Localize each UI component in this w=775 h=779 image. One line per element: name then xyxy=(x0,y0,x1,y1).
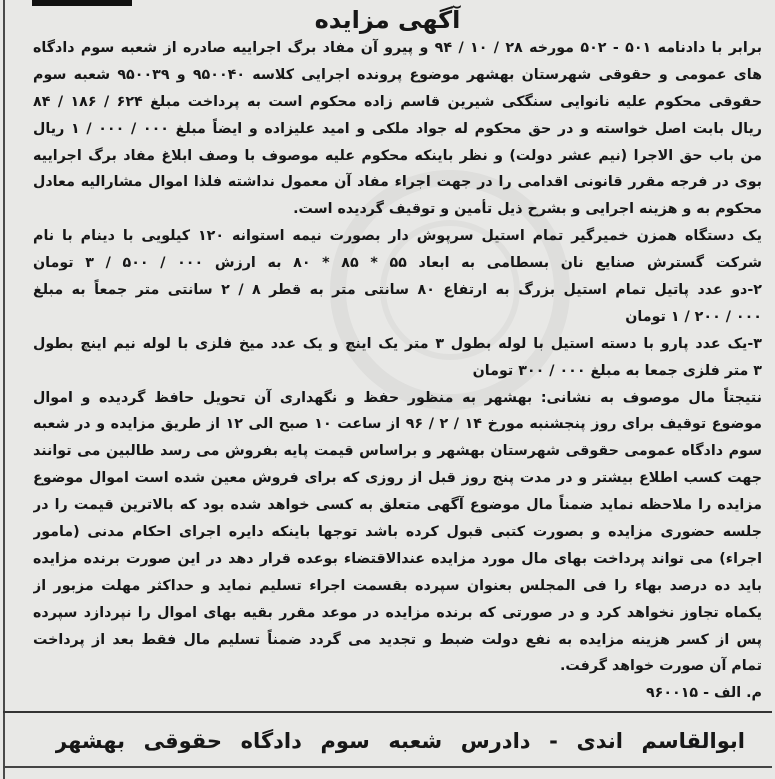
signature: ابوالقاسم اندی - دادرس شعبه سوم دادگاه حقوقی بهشهر xyxy=(55,729,745,753)
condition-line: اجراء) می تواند پرداخت بهای مال مورد مزایده عندالاقتضاء بوعده قرار دهد در این صورت برنده مزایده xyxy=(33,550,762,567)
item-line: ۲-دو عدد پاتیل تمام استیل بزرگ به ارتفاع ۸۰ سانتی متر به قطر ۸ / ۲ سانتی متر جمعاً به مبلغ xyxy=(33,282,762,299)
item-line: ۳-یک عدد پارو با دسته استیل با لوله بطول ۳ متر یک اینچ و یک عدد میخ فلزی با لوله نیم اینچ بطول xyxy=(33,335,762,352)
item-line: ۰۰۰ / ۲۰۰ / ۱ تومان xyxy=(625,308,762,325)
condition-line: سوم دادگاه عمومی حقوقی شهرستان بهشهر و براساس قیمت پایه بفروش می رسد طالبین می توانند xyxy=(33,443,762,460)
intro-line: های عمومی و حقوقی شهرستان بهشهر موضوع پرونده اجرایی کلاسه ۹۵۰۰۴۰ و ۹۵۰۰۳۹ شعبه سوم xyxy=(33,66,762,83)
condition-line: موضوع توقیف برای روز پنجشنبه مورخ ۱۴ / ۲ / ۹۶ از ساعت ۱۰ صبح الی ۱۲ از طریق مزایده و در شعبه xyxy=(33,416,762,433)
reference-number: م. الف - ۹۶۰۰۱۵ xyxy=(645,685,762,702)
item-line: یک دستگاه همزن خمیرگیر تمام استیل سرپوش دار بصورت نیمه استوانه ۱۲۰ کیلویی با دینام با نام xyxy=(33,228,762,245)
left-border-rule xyxy=(3,0,5,779)
intro-line: برابر با دادنامه ۵۰۱ - ۵۰۲ مورخه ۲۸ / ۱۰ / ۹۴ و پیرو آن مفاد برگ اجراییه صادره از شعبه سوم دادگاه xyxy=(33,40,762,56)
condition-line: پس از کسر هزینه مزایده به نفع دولت ضبط و تجدید می گردد ضمناً تسلیم مال فقط بعد از پرداخت xyxy=(33,631,762,648)
condition-line: تمام آن صورت خواهد گرفت. xyxy=(560,658,762,675)
intro-line: ریال بابت اصل خواسته و در حق محکوم له جواد ملکی و امید علیزاده و ایضاً مبلغ ۰۰۰ / ۰۰۰ / ۱ ریال xyxy=(33,120,762,137)
condition-line: مزایده را ملاحظه نماید ضمناً مال موضوع آگهی متعلق به کسی خواهد شده بود که بالاترین قیمت را در xyxy=(33,497,762,514)
item-line: شرکت گسترش صنایع نان بسطامی به ابعاد ۵۵ * ۸۵ * ۸۰ به ارزش ۰۰۰ / ۵۰۰ / ۳ تومان xyxy=(33,255,762,272)
condition-line: نتیجتاً مال موصوف به نشانی: بهشهر به منظور حفظ و نگهداری آن تحویل حافظ گردیده و اموال xyxy=(33,389,762,406)
condition-line: جلسه حضوری مزایده و بصورت کتبی قبول کرده باشد توجها باینکه دایره اجرای احکام مدنی (مامور xyxy=(33,524,762,541)
intro-line: من باب حق الاجرا (نیم عشر دولت) و نظر باینکه محکوم علیه موصوف با وصف ابلاغ مفاد برگ اجراییه xyxy=(33,147,762,164)
intro-line: بوی در فرجه مقرر قانونی اقدامی را در جهت اجراء مفاد آن معمول نداشته فلذا اموال مشارالیه معادل xyxy=(33,174,762,191)
condition-line: جهت کسب اطلاع بیشتر و در مدت پنج روز قبل از روزی که برای فروش معین شده است اموال موضوع xyxy=(33,470,762,487)
item-line: ۳ متر فلزی جمعا به مبلغ ۰۰۰ / ۳۰۰ تومان xyxy=(472,362,762,379)
footer-separator-rule xyxy=(3,711,772,713)
intro-line: حقوقی محکوم علیه نانوایی سنگکی شیرین قاسم زاده محکوم است به پرداخت مبلغ ۶۲۴ / ۱۸۶ / ۸۴ xyxy=(33,93,762,110)
intro-line: محکوم به و هزینه اجرایی و بشرح ذیل تأمین و توقیف گردیده است. xyxy=(293,201,762,218)
condition-line: باید ده درصد بهاء را فی المجلس بعنوان سپرده بقسمت اجراء تسلیم نماید و حداکثر مهلت مزبور از xyxy=(33,577,762,594)
bottom-rule xyxy=(3,766,772,768)
notice-body xyxy=(33,35,762,707)
notice-title: آگهی مزایده xyxy=(314,6,461,34)
condition-line: یکماه تجاوز نخواهد کرد و در صورتی که برنده مزایده در موعد مقرر بقیه بهای اموال را نپردازد سپرده xyxy=(33,604,762,621)
